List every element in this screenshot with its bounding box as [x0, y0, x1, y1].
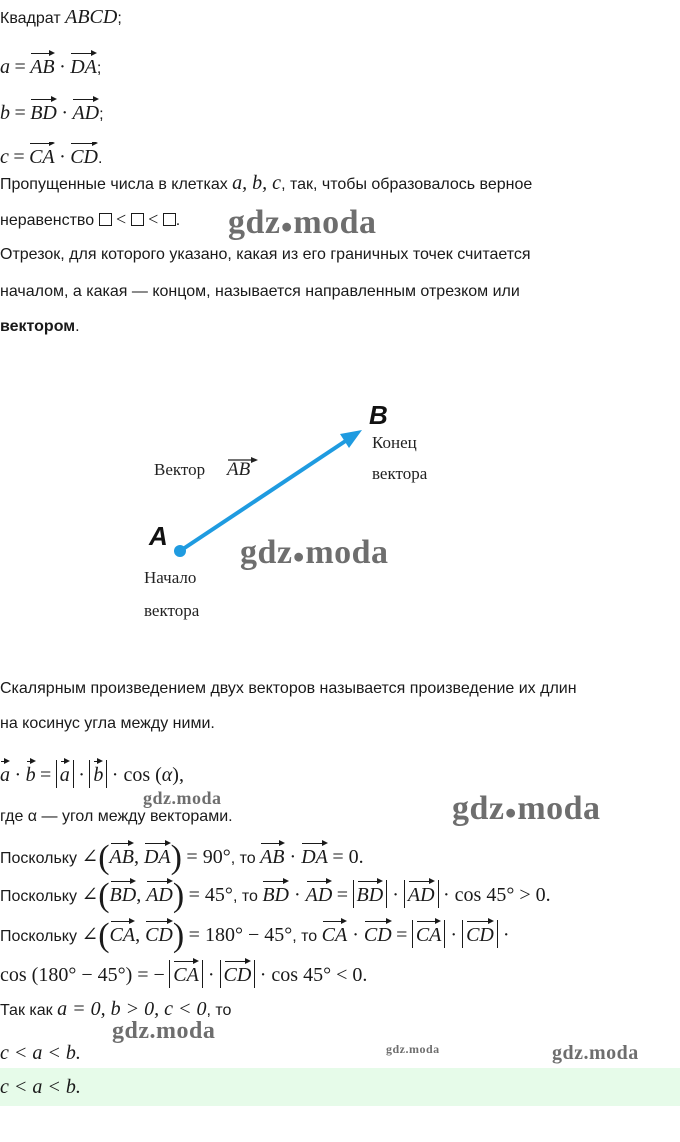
vector-da: DA — [70, 52, 97, 78]
row2-angle: = 45° — [188, 884, 233, 906]
answer-text: c < a < b. — [0, 1076, 81, 1098]
scalar-def-line-1: Скалярным произведением двух векторов называется произведение их длин — [0, 680, 577, 697]
start-label-1: Начало — [144, 568, 197, 587]
watermark-4: gdz.moda — [143, 788, 222, 808]
scalar-formula: a · b = a · b · cos (α), — [0, 760, 184, 788]
row1-angle: = 90° — [186, 846, 231, 868]
point-a-dot — [174, 545, 186, 557]
vector-ab: AB — [30, 52, 54, 78]
since-word-4: Так как — [0, 1002, 53, 1019]
task-a-definition: a = AB · DA; — [0, 52, 101, 80]
conclusion-text: c < a < b. — [0, 1042, 81, 1064]
since-word-2: Поскольку — [0, 888, 77, 905]
watermark-3: gdz●moda — [452, 790, 601, 827]
row3-v2: CD — [145, 920, 173, 946]
empty-cell-3 — [163, 213, 176, 226]
vector-ca: CA — [29, 142, 55, 166]
definition-line-2: началом, а какая — концом, называется направленным отрезком или — [0, 283, 520, 300]
task-instruction-line-1 — [0, 172, 532, 196]
empty-cell-2 — [131, 213, 144, 226]
vector-ad: AD — [72, 98, 99, 124]
alpha-note: где α — угол между векторами. — [0, 808, 233, 825]
answer-box — [0, 1068, 680, 1106]
task-square-name: ABCD — [65, 6, 118, 28]
conditions: a = 0, b > 0, c < 0 — [57, 998, 207, 1020]
definition-line-3 — [0, 316, 80, 338]
then-2: , то — [232, 888, 258, 905]
task-b-definition: b = BD · AD; — [0, 98, 104, 126]
answer-line — [0, 1076, 81, 1100]
watermark-2: gdz●moda — [240, 534, 389, 571]
vector-arrowhead — [340, 430, 362, 448]
row1-v1: AB — [110, 842, 134, 868]
instruction-text-2: , так, чтобы образовалось верное — [281, 176, 533, 193]
then-4: , то — [206, 1002, 232, 1019]
definition-period: . — [75, 318, 80, 335]
vector-label-name: AB — [227, 459, 251, 480]
solution-conclusion — [0, 1042, 81, 1066]
task-instruction-line-2: неравенство < < . — [0, 209, 181, 229]
instruction-vars: a, b, c — [232, 172, 282, 194]
definition-line-1: Отрезок, для которого указано, какая из его граничных точек считается — [0, 246, 531, 263]
row2-v2: AD — [146, 880, 173, 906]
watermark-1: gdz●moda — [228, 204, 377, 241]
end-label-1: Конец — [372, 433, 417, 452]
row2-result: · cos 45° > 0. — [443, 884, 551, 906]
point-b-label: B — [369, 400, 388, 430]
solution-row-2: Поскольку ∠(BD, AD) = 45°, то BD · AD = BD · AD · cos 45° > 0. — [0, 877, 551, 914]
solution-row-3: Поскольку ∠(CA, CD) = 180° − 45°, то CA · CD = CA · CD · — [0, 917, 510, 954]
since-word-3: Поскольку — [0, 928, 77, 945]
point-a-label: A — [149, 521, 168, 551]
start-label-2: вектора — [144, 601, 200, 620]
vec-a: a — [0, 760, 10, 786]
watermark-5: gdz.moda — [112, 1018, 216, 1044]
row1-v2: DA — [144, 842, 171, 868]
solution-row-1: Поскольку ∠(AB, DA) = 90°, то AB · DA = 0. — [0, 839, 364, 876]
var-c: c — [0, 146, 9, 166]
var-b: b — [0, 102, 10, 124]
vector-term: вектором — [0, 318, 76, 335]
scalar-def-line-2: на косинус угла между ними. — [0, 715, 215, 732]
row3-v1: CA — [110, 920, 136, 946]
row3b-tail: · cos 45° < 0. — [259, 964, 368, 986]
instruction-text: Пропущенные числа в клетках — [0, 176, 228, 193]
end-label-2: вектора — [372, 464, 428, 483]
watermark-7: gdz.moda — [552, 1042, 639, 1064]
var-a: a — [0, 56, 10, 78]
row3b-cos: cos (180° − 45°) = − — [0, 964, 165, 986]
row3-angle: = 180° − 45° — [188, 924, 293, 946]
watermark-6: gdz.moda — [386, 1042, 440, 1056]
vec-b: b — [26, 760, 36, 786]
vector-cd: CD — [70, 142, 98, 166]
row2-v1: BD — [110, 880, 137, 906]
instruction-text-3: неравенство — [0, 212, 95, 229]
vector-bd: BD — [30, 98, 57, 124]
task-square-line: Квадрат ABCD; — [0, 6, 122, 28]
vector-diagram — [0, 380, 680, 680]
empty-cell-1 — [99, 213, 112, 226]
since-word-1: Поскольку — [0, 850, 77, 867]
task-c-definition: c = CA · CD. — [0, 142, 102, 166]
row1-result: = 0. — [332, 846, 364, 868]
vector-label-word: Вектор — [154, 460, 206, 479]
task-square-word: Квадрат — [0, 10, 61, 27]
solution-row-3b: cos (180° − 45°) = − CA · CD · cos 45° < 0. — [0, 960, 367, 988]
then-1: , то — [230, 850, 256, 867]
then-3: , то — [292, 928, 318, 945]
